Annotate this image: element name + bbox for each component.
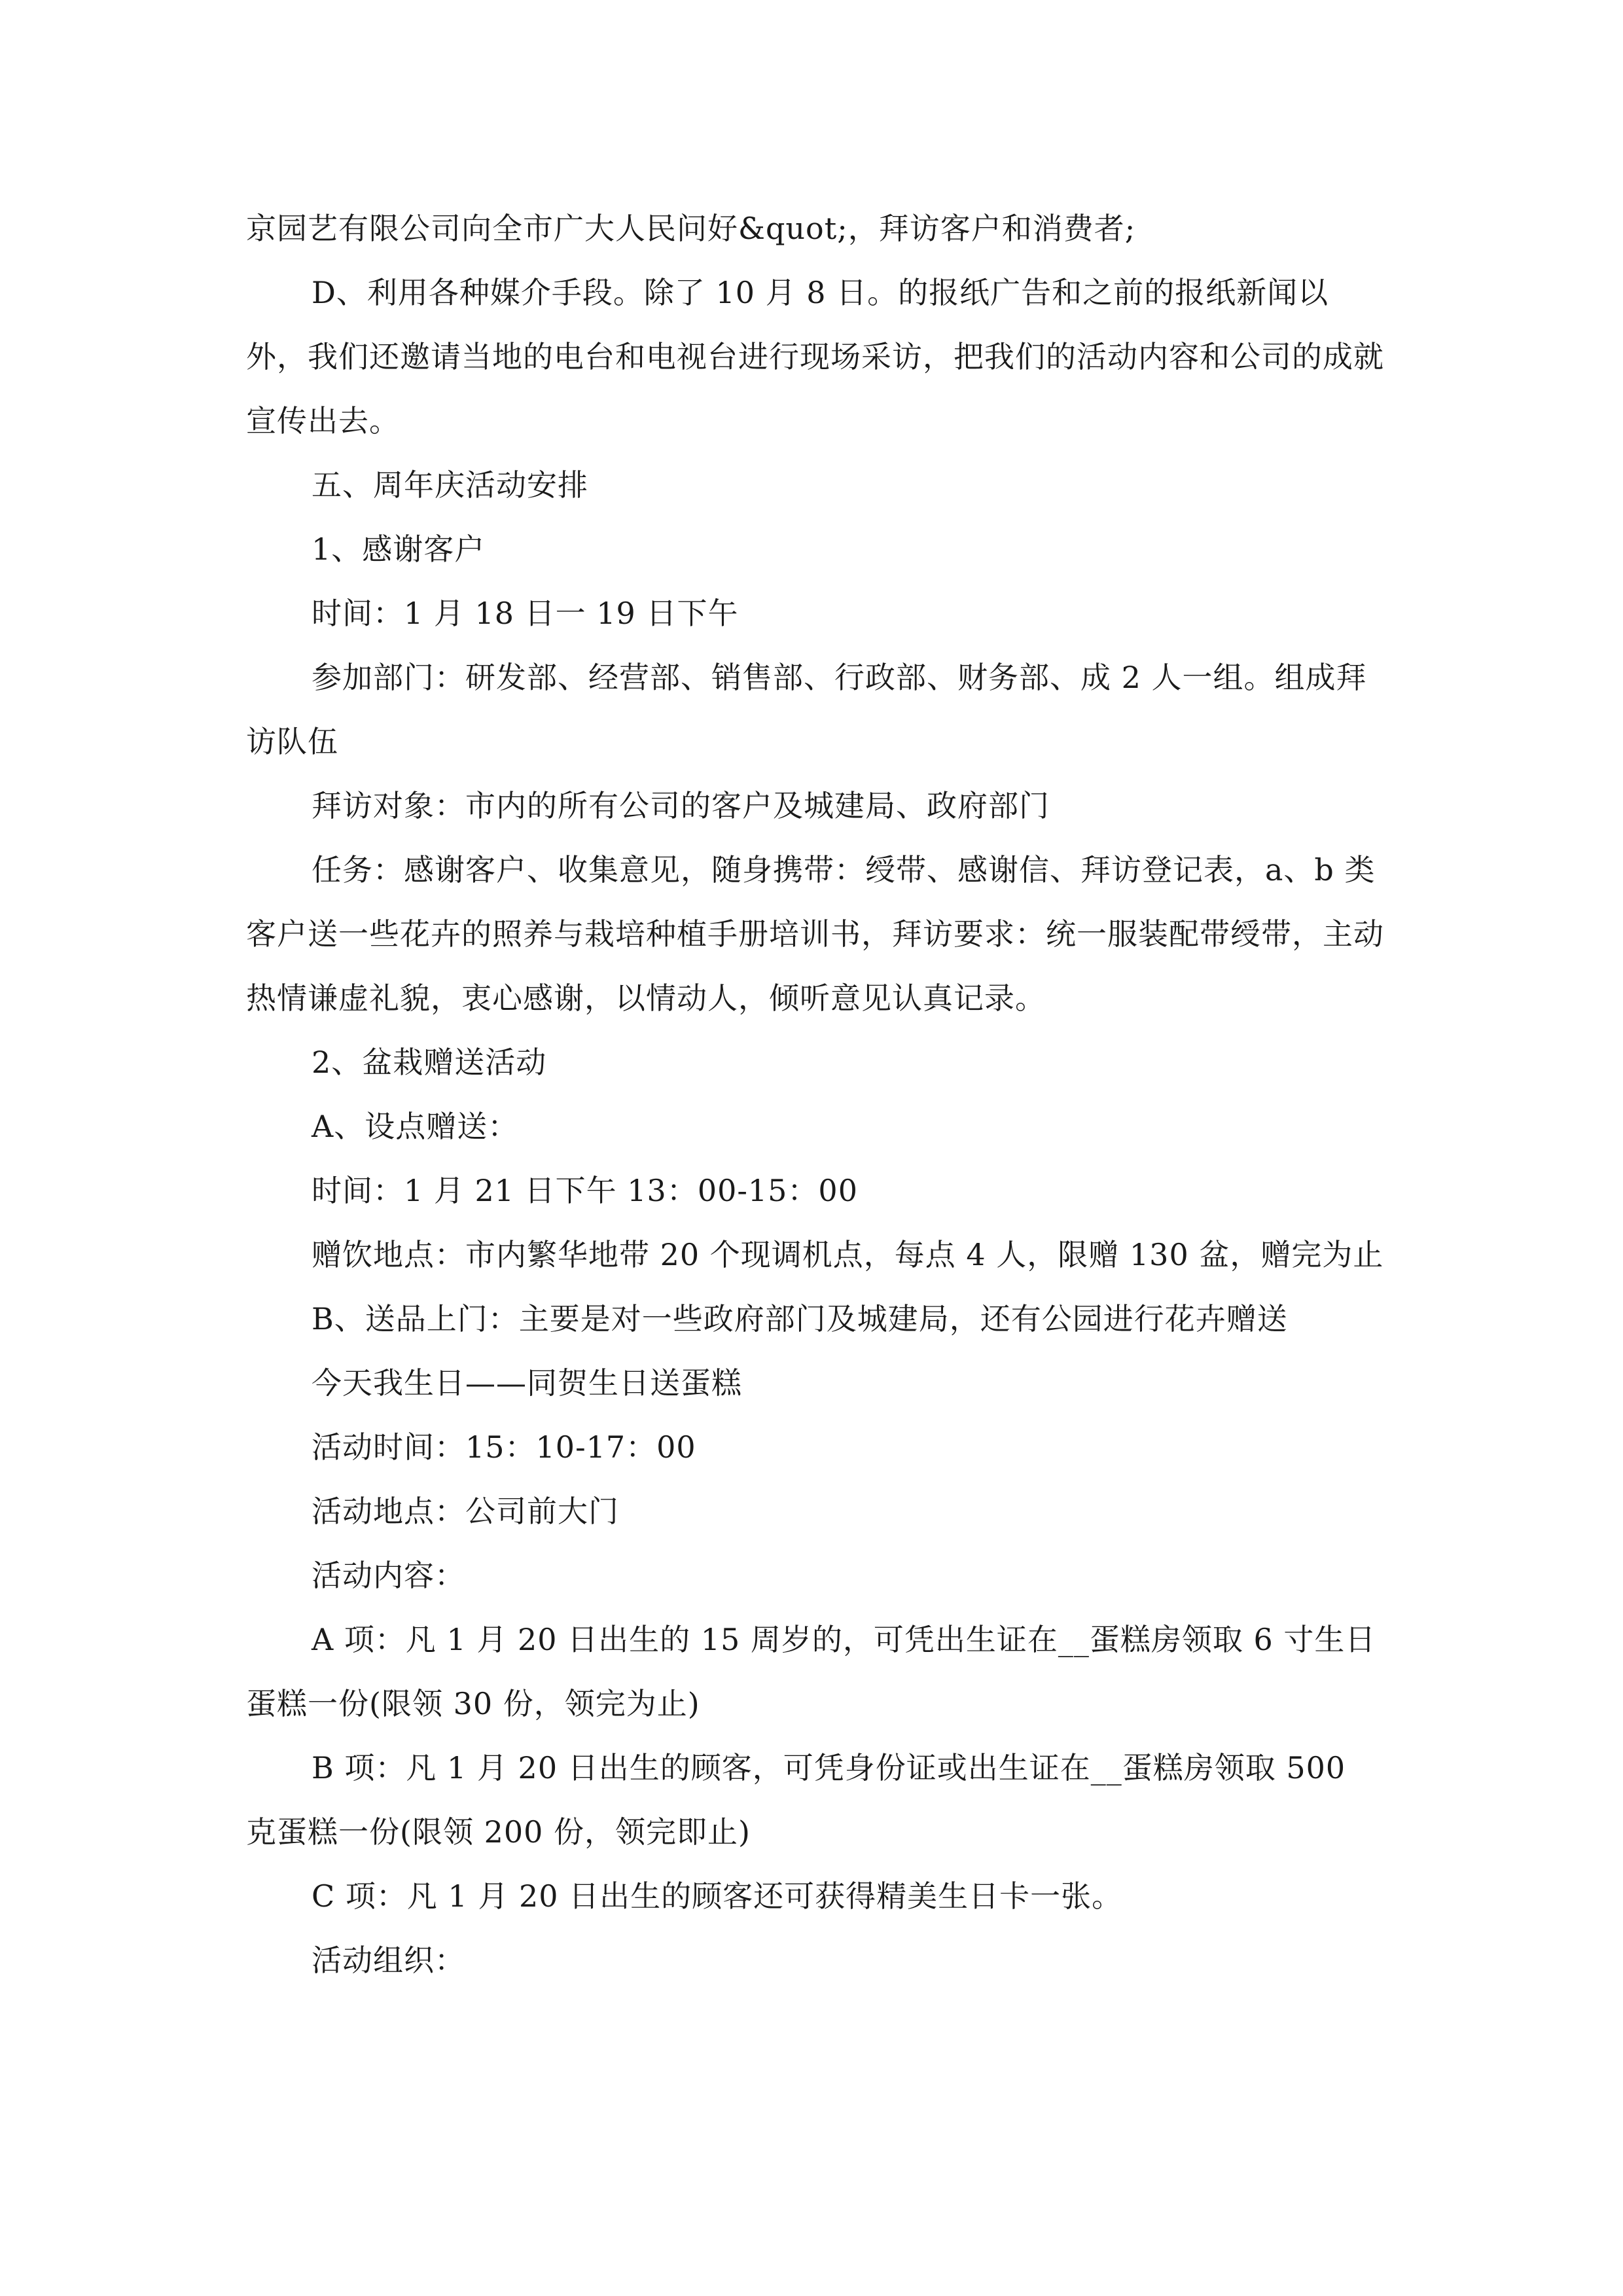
paragraph: 今天我生日——同贺生日送蛋糕 xyxy=(312,1365,742,1401)
paragraph: 活动组织： xyxy=(312,1943,465,1978)
paragraph: B、送品上门：主要是对一些政府部门及城建局，还有公园进行花卉赠送 xyxy=(312,1301,1288,1336)
paragraph: 拜访对象：市内的所有公司的客户及城建局、政府部门 xyxy=(312,788,1050,823)
paragraph: D、利用各种媒介手段。除了 10 月 8 日。的报纸广告和之前的报纸新闻以外，我们还邀请当地的电台和电视台进行现场采访，把我们的活动内容和公司的成就宣传出去。 xyxy=(246,275,1384,439)
subsection-heading: 2、盆栽赠送活动 xyxy=(312,1045,547,1080)
paragraph: B 项：凡 1 月 20 日出生的顾客，可凭身份证或出生证在__蛋糕房领取 500 克蛋糕一份(限领 200 份，领完即止) xyxy=(246,1750,1346,1850)
subsection-heading: 1、感谢客户 xyxy=(312,531,486,567)
paragraph: 京园艺有限公司向全市广大人民问好&quot;，拜访客户和消费者; xyxy=(246,211,1136,246)
paragraph: 时间：1 月 21 日下午 13：00-15：00 xyxy=(312,1173,858,1208)
paragraph: 活动地点：公司前大门 xyxy=(312,1494,619,1529)
paragraph: A、设点赠送： xyxy=(312,1109,519,1144)
paragraph: C 项：凡 1 月 20 日出生的顾客还可获得精美生日卡一张。 xyxy=(312,1878,1123,1914)
paragraph: 时间：1 月 18 日一 19 日下午 xyxy=(312,596,739,631)
paragraph: 赠饮地点：市内繁华地带 20 个现调机点，每点 4 人，限赠 130 盆，赠完为止 xyxy=(312,1237,1384,1272)
section-heading: 五、周年庆活动安排 xyxy=(312,467,588,503)
paragraph: 任务：感谢客户、收集意见，随身携带：绶带、感谢信、拜访登记表，a、b 类客户送一些花卉的照养与栽培种植手册培训书，拜访要求：统一服装配带绶带，主动热情谦虚礼貌，衷心感谢，以情动人，倾听意见认真记录。 xyxy=(246,852,1384,1016)
paragraph: 参加部门：研发部、经营部、销售部、行政部、财务部、成 2 人一组。组成拜访队伍 xyxy=(246,660,1367,759)
paragraph: 活动时间：15：10-17：00 xyxy=(312,1429,696,1465)
body-text xyxy=(246,196,1385,1992)
paragraph: A 项：凡 1 月 20 日出生的 15 周岁的，可凭出生证在__蛋糕房领取 6 寸生日蛋糕一份(限领 30 份，领完为止) xyxy=(246,1622,1376,1721)
paragraph: 活动内容： xyxy=(312,1558,465,1593)
